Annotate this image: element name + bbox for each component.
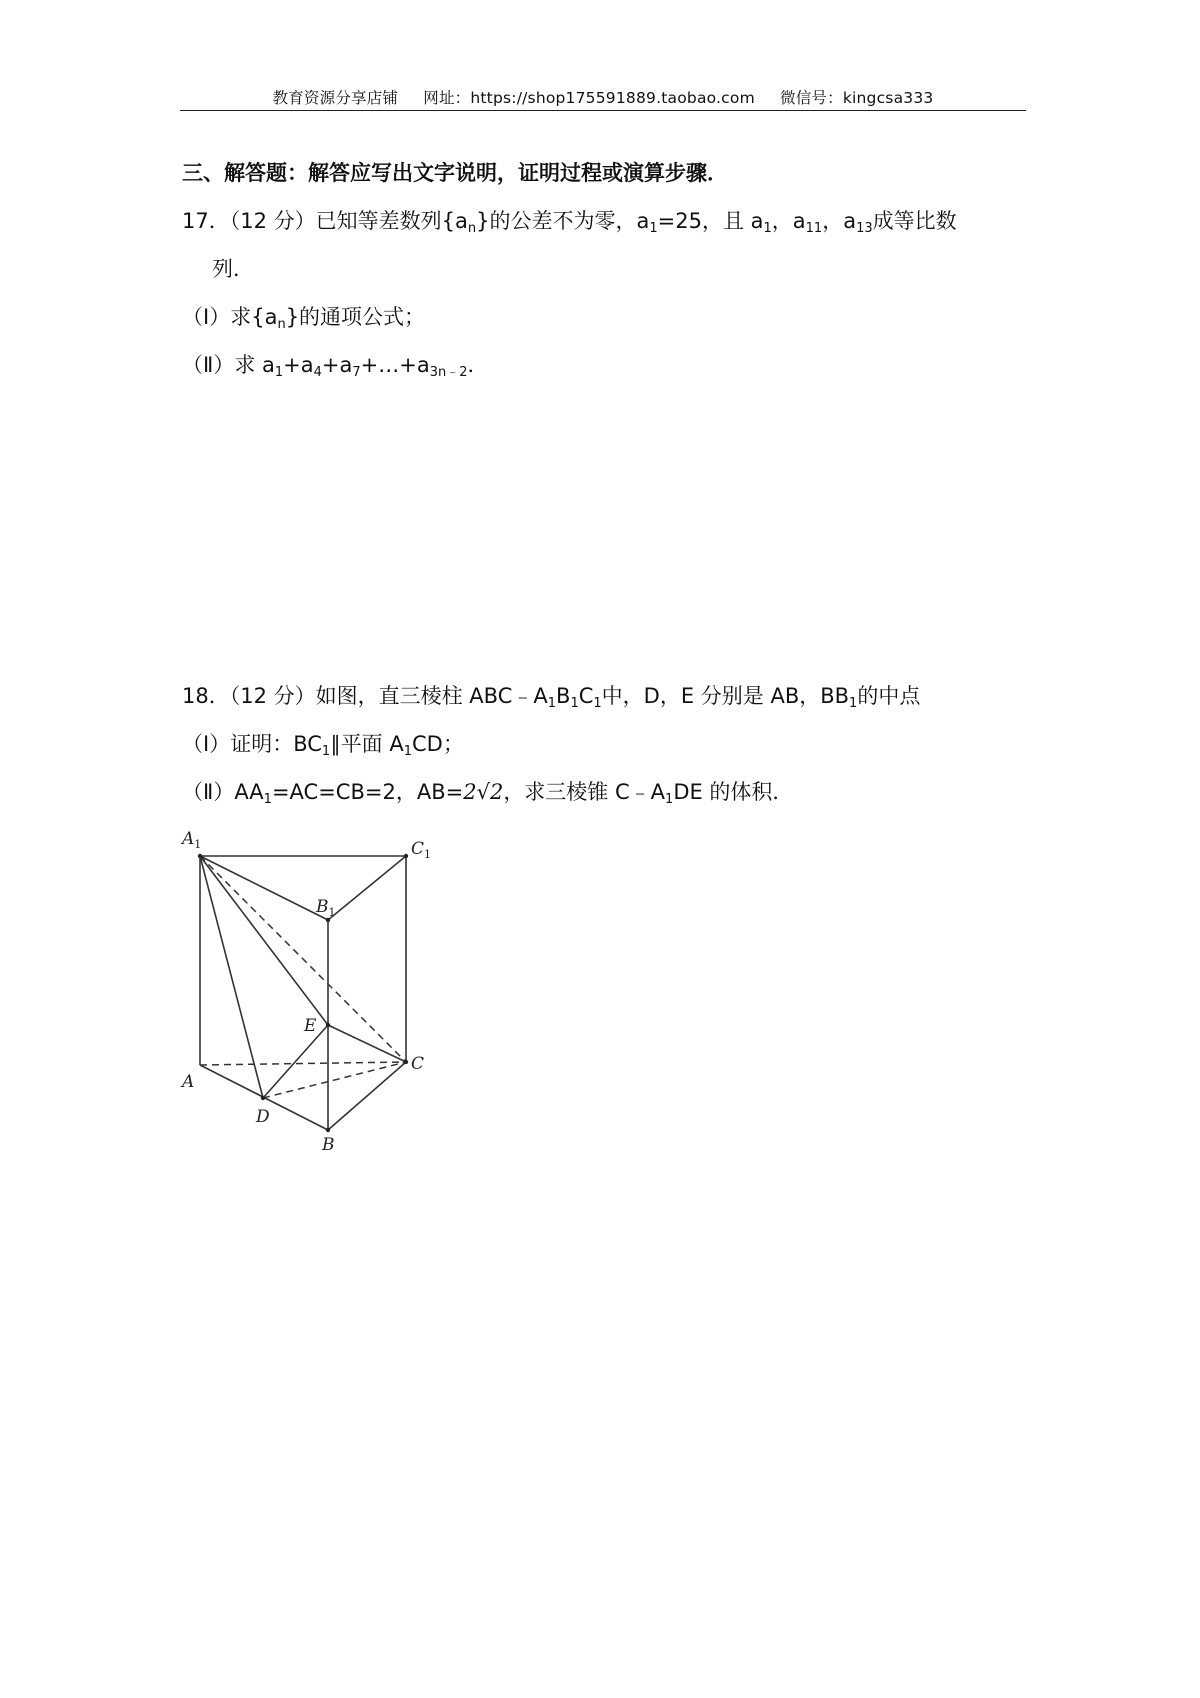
q18-part2: $(Ⅱ)AA_1=AC=CB=2$，AB=2√2，求三棱锥 $C﹣A_1DE$ 的体积． [182, 780, 794, 807]
label-e: E [304, 1016, 317, 1036]
label-a1: $A_1$ [182, 829, 202, 851]
segment-a1-e [200, 856, 328, 1025]
edge-b1-c1 [328, 856, 406, 920]
label-b: B [322, 1135, 335, 1150]
q18-statement: 18．（12 分）如图，直三棱柱 $ABC﹣A_1B_1C_1$中，D，E 分别是 AB，$BB_1$的中点 [182, 684, 921, 711]
segment-a1-d [200, 856, 263, 1098]
header-divider [180, 110, 1026, 111]
label-b1: $B_1$ [316, 897, 336, 919]
edge-a1-b1 [200, 856, 328, 920]
sqrt-expression: 2√2 [463, 780, 504, 804]
q17-part1: （Ⅰ）求$\{a_n\}$的通项公式； [182, 305, 426, 332]
q17-number: 17．（12 分） [182, 209, 316, 233]
page-header [180, 86, 1026, 108]
section-title: 三、解答题：解答应写出文字说明，证明过程或演算步骤． [182, 161, 728, 185]
label-c: C [411, 1054, 425, 1074]
hidden-segment-a1-c [200, 856, 406, 1062]
q17-part2: （Ⅱ）求 $a_1+a_4+a_7+\dots+a_{3n﹣2}$． [182, 353, 489, 380]
label-c1: $C_1$ [411, 839, 432, 861]
edge-b-c [328, 1062, 406, 1130]
header-shop: 教育资源分享店铺 [272, 89, 399, 107]
q17-statement: 17．（12 分）已知等差数列$\{a_n\}$的公差不为零，$a_1=25$，且 $a_1$，$a_{11}$，$a_{13}$成等比数 [182, 209, 957, 236]
label-a: A [182, 1072, 195, 1092]
q18-number: 18．（12 分） [182, 684, 316, 708]
prism-figure [178, 820, 438, 1150]
q17-statement-cont: 列． [212, 257, 254, 281]
header-url: 网址：https://shop175591889.taobao.com [423, 89, 755, 107]
header-wechat: 微信号：kingcsa333 [780, 89, 934, 107]
segment-e-c [328, 1025, 406, 1062]
q18-part1: （Ⅰ）证明：$BC_1\parallel$平面 $A_1CD$； [182, 732, 464, 759]
segment-d-e [263, 1025, 328, 1098]
hidden-edge-a-c [200, 1062, 406, 1065]
label-d: D [256, 1107, 270, 1127]
